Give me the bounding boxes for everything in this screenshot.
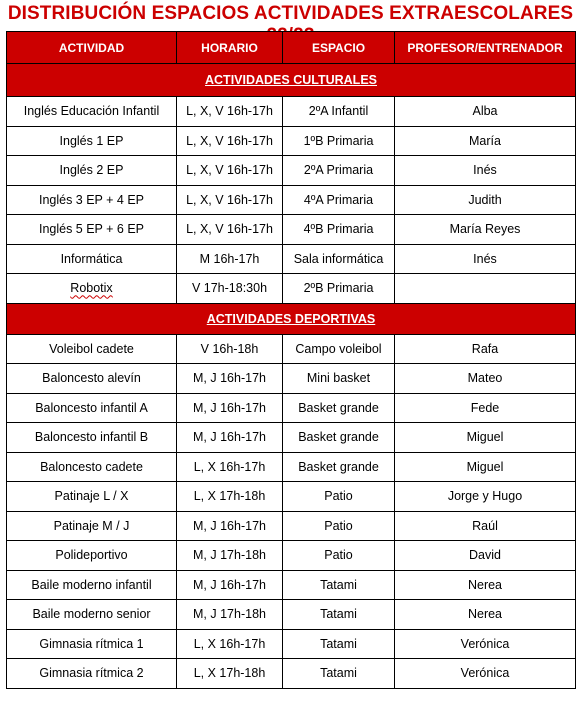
table-row — [7, 185, 576, 215]
activity-text: Baloncesto cadete — [40, 459, 143, 474]
teacher-text: Miguel — [466, 459, 504, 474]
schedule-cell — [177, 274, 283, 304]
space-text: Campo voleibol — [295, 341, 382, 356]
space-text: Tatami — [320, 666, 357, 681]
schedule-cell — [177, 393, 283, 423]
header-horario: HORARIO — [177, 32, 283, 64]
activity-text: Informática — [60, 251, 123, 266]
schedule-cell — [177, 659, 283, 689]
space-text: Patio — [324, 548, 353, 563]
activity-text: Inglés 3 EP + 4 EP — [38, 192, 145, 207]
activity-text: Baloncesto infantil A — [35, 400, 148, 415]
teacher-cell — [395, 659, 576, 689]
table-row — [7, 97, 576, 127]
teacher-cell — [395, 423, 576, 453]
space-text: 4ºB Primaria — [303, 222, 374, 237]
teacher-cell — [395, 364, 576, 394]
activity-text: Gimnasia rítmica 1 — [39, 636, 144, 651]
schedule-text: L, X 17h-18h — [193, 489, 266, 504]
space-cell — [283, 570, 395, 600]
space-text: Patio — [324, 518, 353, 533]
schedule-cell — [177, 215, 283, 245]
space-text: Tatami — [320, 577, 357, 592]
space-cell — [283, 541, 395, 571]
activity-text: Polideportivo — [55, 548, 128, 563]
teacher-cell — [395, 629, 576, 659]
table-row — [7, 126, 576, 156]
table-row — [7, 393, 576, 423]
table-row — [7, 215, 576, 245]
teacher-text: Rafa — [471, 341, 499, 356]
activity-cell — [7, 364, 177, 394]
teacher-text: Judith — [468, 192, 502, 207]
activity-cell — [7, 334, 177, 364]
section-title: ACTIVIDADES DEPORTIVAS — [7, 303, 576, 334]
space-text: Basket grande — [298, 400, 379, 415]
schedule-cell — [177, 482, 283, 512]
table-row — [7, 541, 576, 571]
activity-cell — [7, 185, 177, 215]
schedule-text: M, J 16h-17h — [193, 518, 266, 533]
schedule-text: M, J 17h-18h — [193, 548, 266, 563]
schedule-cell — [177, 511, 283, 541]
activity-text: Baloncesto alevín — [42, 371, 141, 386]
schedule-text: V 17h-18:30h — [191, 281, 268, 296]
schedule-cell — [177, 452, 283, 482]
teacher-text: Miguel — [466, 430, 504, 445]
teacher-text: Alba — [472, 104, 498, 119]
space-text: 2ºB Primaria — [303, 281, 374, 296]
activity-text: Patinaje M / J — [53, 518, 130, 533]
table-row — [7, 511, 576, 541]
teacher-cell — [395, 570, 576, 600]
space-cell — [283, 659, 395, 689]
schedule-cell — [177, 570, 283, 600]
teacher-text: David — [469, 548, 501, 563]
document-title: DISTRIBUCIÓN ESPACIOS ACTIVIDADES EXTRAESCOLARES — [7, 3, 574, 24]
schedule-cell — [177, 600, 283, 630]
schedule-text: L, X 16h-17h — [193, 636, 266, 651]
activity-cell — [7, 97, 177, 127]
teacher-cell — [395, 541, 576, 571]
teacher-text: Raúl — [472, 518, 498, 533]
space-cell — [283, 393, 395, 423]
space-text: Basket grande — [298, 430, 379, 445]
schedule-text: M 16h-17h — [199, 251, 260, 266]
activity-cell — [7, 156, 177, 186]
schedule-text: L, X, V 16h-17h — [186, 163, 273, 178]
space-text: Sala informática — [293, 251, 384, 266]
schedule-text: M, J 16h-17h — [193, 371, 266, 386]
teacher-text: Mateo — [467, 371, 503, 386]
activity-text: Voleibol cadete — [49, 341, 134, 356]
schedule-text: M, J 17h-18h — [193, 607, 266, 622]
activity-text: Baile moderno infantil — [31, 577, 152, 592]
activity-cell — [7, 511, 177, 541]
activity-text: Inglés 2 EP — [59, 163, 124, 178]
space-cell — [283, 334, 395, 364]
teacher-cell — [395, 274, 576, 304]
space-cell — [283, 97, 395, 127]
teacher-cell — [395, 393, 576, 423]
space-cell — [283, 274, 395, 304]
schedule-text: L, X, V 16h-17h — [186, 133, 273, 148]
activity-cell — [7, 452, 177, 482]
space-text: Basket grande — [298, 459, 379, 474]
table-row — [7, 629, 576, 659]
teacher-text: María Reyes — [449, 222, 521, 237]
space-text: Tatami — [320, 636, 357, 651]
activity-cell — [7, 393, 177, 423]
space-text: 2ºA Primaria — [303, 163, 374, 178]
activity-cell — [7, 244, 177, 274]
space-cell — [283, 482, 395, 512]
space-cell — [283, 185, 395, 215]
teacher-text: Nerea — [467, 577, 503, 592]
space-cell — [283, 629, 395, 659]
activity-text: Patinaje L / X — [54, 489, 129, 504]
space-text: 4ºA Primaria — [303, 192, 374, 207]
space-cell — [283, 511, 395, 541]
table-body — [7, 64, 576, 689]
schedule-cell — [177, 244, 283, 274]
section-header-row — [7, 303, 576, 334]
teacher-text: Fede — [470, 400, 500, 415]
section-header-row — [7, 64, 576, 97]
space-text: Tatami — [320, 607, 357, 622]
teacher-text: Verónica — [460, 636, 510, 651]
section-title: ACTIVIDADES CULTURALES — [7, 64, 576, 97]
space-cell — [283, 364, 395, 394]
schedule-cell — [177, 126, 283, 156]
teacher-text: Verónica — [460, 666, 510, 681]
schedule-text: M, J 16h-17h — [193, 577, 266, 592]
activity-cell — [7, 126, 177, 156]
teacher-cell — [395, 156, 576, 186]
schedule-cell — [177, 541, 283, 571]
schedule-cell — [177, 334, 283, 364]
table-row — [7, 600, 576, 630]
activity-cell — [7, 482, 177, 512]
table-row — [7, 274, 576, 304]
table-row — [7, 364, 576, 394]
schedule-text: L, X, V 16h-17h — [186, 192, 273, 207]
activity-text: Inglés Educación Infantil — [23, 104, 160, 119]
activity-cell — [7, 629, 177, 659]
schedule-text: L, X 17h-18h — [193, 666, 266, 681]
schedule-text: V 16h-18h — [200, 341, 259, 356]
teacher-cell — [395, 126, 576, 156]
space-cell — [283, 423, 395, 453]
table-row — [7, 452, 576, 482]
space-cell — [283, 600, 395, 630]
space-text: 1ºB Primaria — [303, 133, 374, 148]
schedule-cell — [177, 185, 283, 215]
activity-cell — [7, 541, 177, 571]
table-row — [7, 156, 576, 186]
teacher-text: María — [469, 133, 501, 148]
teacher-cell — [395, 334, 576, 364]
teacher-cell — [395, 600, 576, 630]
header-profesor: PROFESOR/ENTRENADOR — [395, 32, 576, 64]
activity-text: Inglés 5 EP + 6 EP — [38, 222, 145, 237]
header-actividad: ACTIVIDAD — [7, 32, 177, 64]
table-header-row — [7, 32, 576, 64]
space-cell — [283, 126, 395, 156]
schedule-cell — [177, 629, 283, 659]
activity-cell — [7, 659, 177, 689]
table-row — [7, 659, 576, 689]
teacher-cell — [395, 244, 576, 274]
activity-cell — [7, 215, 177, 245]
space-text: Patio — [324, 489, 353, 504]
activity-text: Robotix — [70, 281, 113, 296]
schedule-cell — [177, 97, 283, 127]
schedule-text: L, X 16h-17h — [193, 459, 266, 474]
space-text: 2ºA Infantil — [308, 104, 369, 119]
table-row — [7, 244, 576, 274]
table-row — [7, 570, 576, 600]
header-espacio: ESPACIO — [283, 32, 395, 64]
space-cell — [283, 244, 395, 274]
activity-cell — [7, 274, 177, 304]
activity-cell — [7, 600, 177, 630]
activity-text: Baile moderno senior — [32, 607, 151, 622]
teacher-text: Inés — [473, 251, 497, 266]
space-text: Mini basket — [306, 371, 371, 386]
schedule-text: L, X, V 16h-17h — [186, 222, 273, 237]
schedule-cell — [177, 423, 283, 453]
space-cell — [283, 215, 395, 245]
space-cell — [283, 156, 395, 186]
teacher-cell — [395, 97, 576, 127]
schedule-cell — [177, 156, 283, 186]
teacher-text: Inés — [473, 163, 497, 178]
activity-cell — [7, 423, 177, 453]
table-row — [7, 334, 576, 364]
activities-table — [6, 31, 576, 689]
table-row — [7, 423, 576, 453]
teacher-cell — [395, 185, 576, 215]
teacher-cell — [395, 482, 576, 512]
schedule-text: L, X, V 16h-17h — [186, 104, 273, 119]
activity-text: Inglés 1 EP — [59, 133, 124, 148]
teacher-text: Jorge y Hugo — [447, 489, 523, 504]
table-row — [7, 482, 576, 512]
activity-text: Gimnasia rítmica 2 — [39, 666, 144, 681]
teacher-cell — [395, 511, 576, 541]
activity-cell — [7, 570, 177, 600]
teacher-cell — [395, 215, 576, 245]
schedule-cell — [177, 364, 283, 394]
teacher-text: Nerea — [467, 607, 503, 622]
activity-text: Baloncesto infantil B — [34, 430, 149, 445]
schedule-text: M, J 16h-17h — [193, 430, 266, 445]
space-cell — [283, 452, 395, 482]
teacher-cell — [395, 452, 576, 482]
schedule-text: M, J 16h-17h — [193, 400, 266, 415]
